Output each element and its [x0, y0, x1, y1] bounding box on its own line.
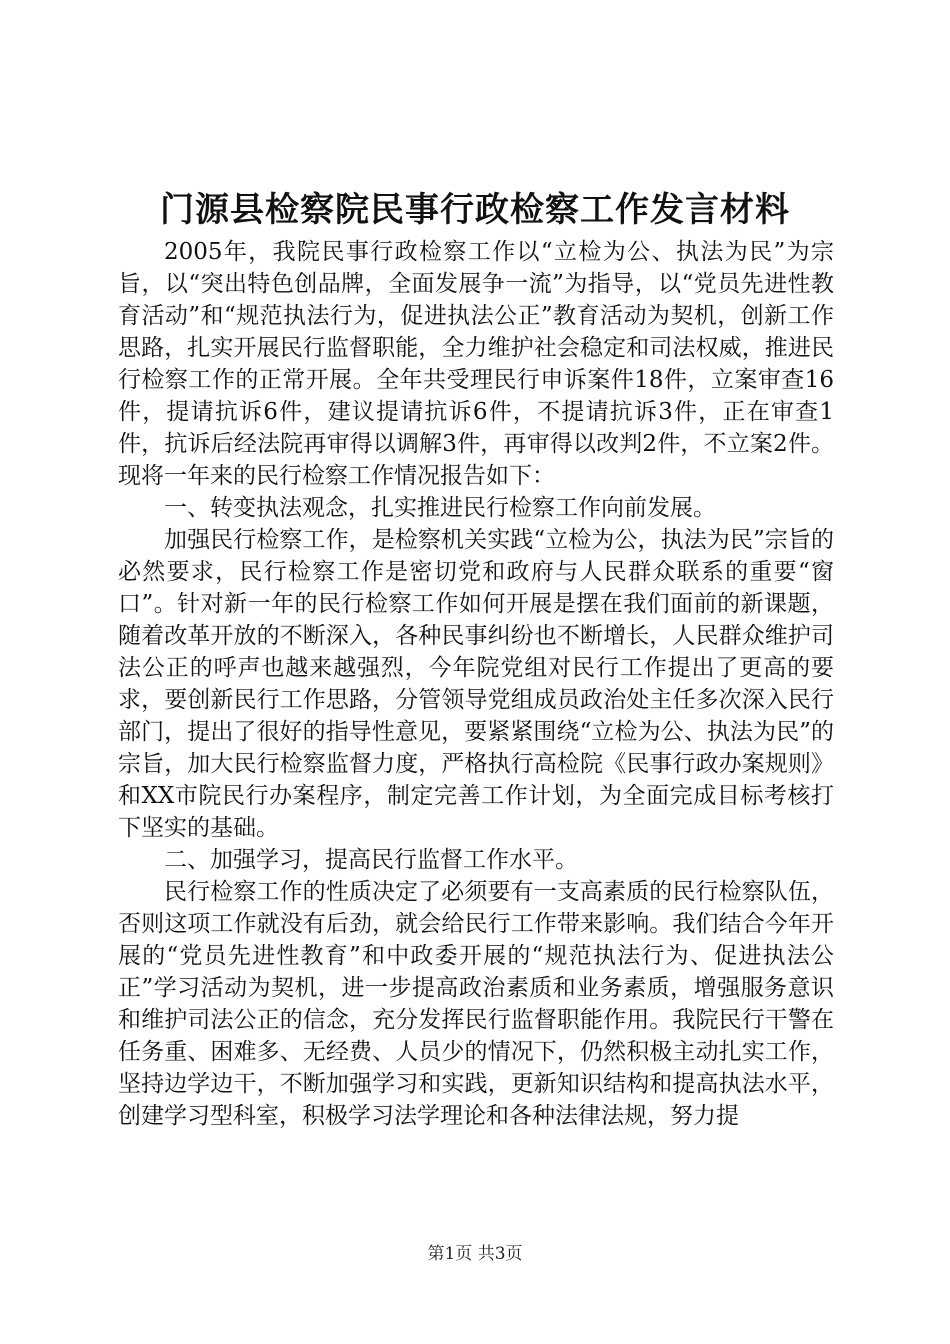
document-body: [118, 236, 834, 1132]
paragraph-section-1: 加强民行检察工作，是检察机关实践“立检为公，执法为民”宗旨的必然要求，民行检察工作是密切党和政府与人民群众联系的重要“窗口”。针对新一年的民行检察工作如何开展是摆在我们面前的新课题，随着改革开放的不断深入，各种民事纠纷也不断增长，人民群众维护司法公正的呼声也越来越强烈，今年院党组对民行工作提出了更高的要求，要创新民行工作思路，分管领导党组成员政治处主任多次深入民行部门，提出了很好的指导性意见，要紧紧围绕“立检为公、执法为民”的宗旨，加大民行检察监督力度，严格执行高检院《民事行政办案规则》和XX市院民行办案程序，制定完善工作计划，为全面完成目标考核打下坚实的基础。: [118, 527, 834, 841]
section-heading-2: 二、加强学习，提高民行监督工作水平。: [164, 847, 578, 873]
paragraph-section-2: 民行检察工作的性质决定了必须要有一支高素质的民行检察队伍，否则这项工作就没有后劲，就会给民行工作带来影响。我们结合今年开展的“党员先进性教育”和中政委开展的“规范执法行为、促进执法公正”学习活动为契机，进一步提高政治素质和业务素质，增强服务意识和维护司法公正的信念，充分发挥民行监督职能作用。我院民行干警在任务重、困难多、无经费、人员少的情况下，仍然积极主动扎实工作，坚持边学边干，不断加强学习和实践，更新知识结构和提高执法水平，创建学习型科室，积极学习法学理论和各种法律法规，努力提: [118, 879, 834, 1129]
document-title: 门源县检察院民事行政检察工作发言材料: [160, 190, 790, 230]
section-heading-1: 一、转变执法观念，扎实推进民行检察工作向前发展。: [164, 495, 716, 521]
paragraph-intro: 2005年，我院民事行政检察工作以“立检为公、执法为民”为宗旨，以“突出特色创品牌，全面发展争一流”为指导，以“党员先进性教育活动”和“规范执法行为，促进执法公正”教育活动为契机，创新工作思路，扎实开展民行监督职能，全力维护社会稳定和司法权威，推进民行检察工作的正常开展。全年共受理民行申诉案件18件，立案审查16件，提请抗诉6件，建议提请抗诉6件，不提请抗诉3件，正在审查1件，抗诉后经法院再审得以调解3件，再审得以改判2件，不立案2件。现将一年来的民行检察工作情况报告如下：: [118, 239, 834, 489]
page-number-footer: 第1页 共3页: [427, 1244, 523, 1264]
